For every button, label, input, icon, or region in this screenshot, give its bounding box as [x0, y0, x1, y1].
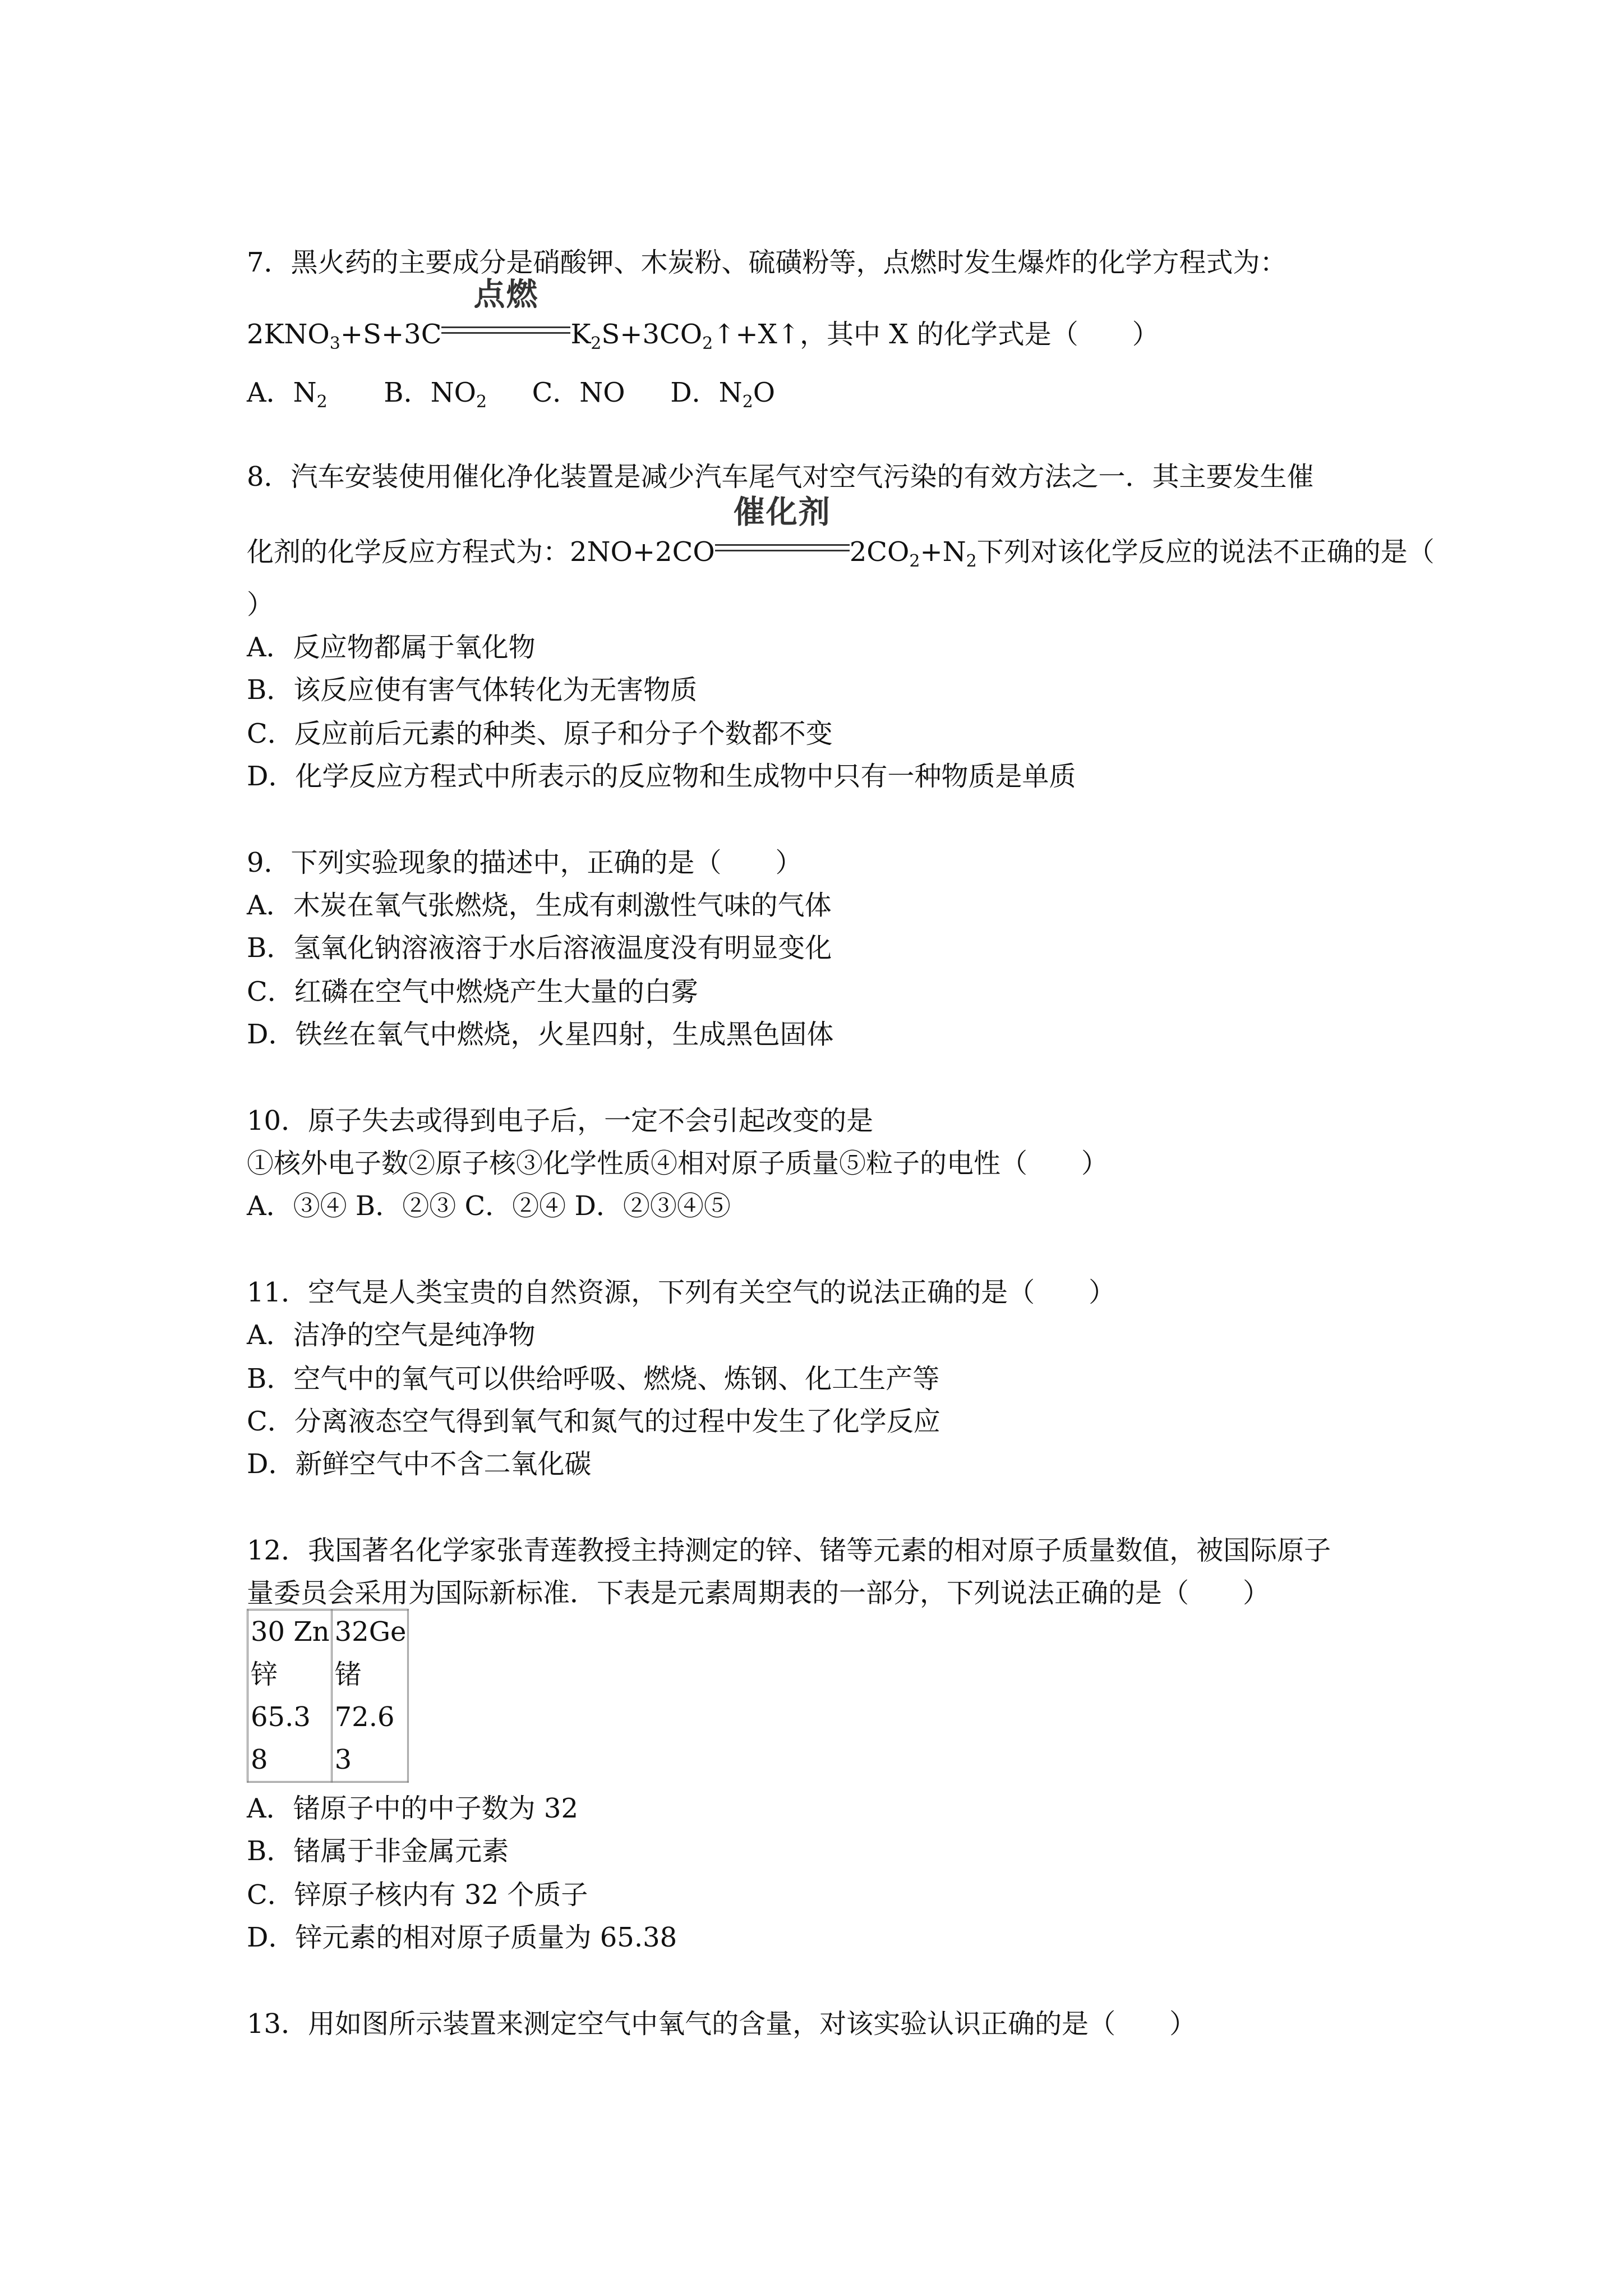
q8-option-c[interactable]: C．反应前后元素的种类、原子和分子个数都不变: [247, 718, 833, 749]
q8-option-a[interactable]: A．反应物都属于氧化物: [247, 632, 536, 663]
q9-option-d[interactable]: D．铁丝在氧气中燃烧，火星四射，生成黑色固体: [247, 1019, 834, 1050]
q8-line2-b-sub: 2: [909, 551, 920, 571]
q11-stem: 11．空气是人类宝贵的自然资源，下列有关空气的说法正确的是（ ）: [247, 1277, 1116, 1308]
germanium-number-symbol: 32Ge: [334, 1616, 407, 1648]
q7-option-b-sub: 2: [476, 392, 487, 412]
germanium-name: 锗: [334, 1659, 362, 1690]
q8-condition-bar: [715, 544, 850, 546]
q7-eq-right-b-sub: 2: [702, 334, 713, 353]
q8-line2-a: 化剂的化学反应方程式为：2NO+2CO: [247, 536, 715, 568]
q8-line3: ）: [247, 589, 274, 620]
zinc-name: 锌: [251, 1659, 278, 1690]
q9-stem: 9．下列实验现象的描述中，正确的是（ ）: [247, 847, 803, 878]
q7-option-d-tail: O: [753, 377, 776, 408]
q7-option-a[interactable]: [247, 377, 328, 412]
q10-stem: 10．原子失去或得到电子后，一定不会引起改变的是: [247, 1105, 874, 1137]
q7-eq-right-a: K: [570, 319, 591, 350]
q7-equation: [247, 277, 1159, 353]
q12-option-c[interactable]: C．锌原子核内有 32 个质子: [247, 1879, 588, 1911]
q10-line2: ①核外电子数②原子核③化学性质④相对原子质量⑤粒子的电性（ ）: [247, 1148, 1109, 1179]
zinc-number-symbol: 30 Zn: [251, 1616, 330, 1648]
q12-line2: 量委员会采用为国际新标准．下表是元素周期表的一部分，下列说法正确的是（ ）: [247, 1577, 1270, 1609]
q7-option-d-sub: 2: [742, 392, 753, 412]
q7-stem: 7．黑火药的主要成分是硝酸钾、木炭粉、硫磺粉等，点燃时发生爆炸的化学方程式为：: [247, 247, 1287, 278]
q7-option-d-text: D．N: [670, 377, 743, 408]
zinc-cell: [248, 1610, 332, 1782]
q12-option-a[interactable]: A．锗原子中的中子数为 32: [247, 1793, 579, 1824]
q7-options: [247, 376, 776, 412]
q7-option-a-text: A．N: [247, 377, 317, 408]
zinc-mass-part1: 65.3: [251, 1701, 311, 1733]
germanium-mass-part2: 3: [334, 1744, 352, 1775]
q10-options[interactable]: A．③④ B．②③ C．②④ D．②③④⑤: [247, 1190, 731, 1222]
zinc-mass-part2: 8: [251, 1744, 268, 1775]
q7-eq-left-a: 2KNO: [247, 319, 330, 350]
q8-option-b[interactable]: B．该反应使有害气体转化为无害物质: [247, 674, 698, 706]
q8-line2-b: 2CO: [849, 536, 910, 568]
table-row: [248, 1610, 408, 1782]
q8-option-d[interactable]: D．化学反应方程式中所表示的反应物和生成物中只有一种物质是单质: [247, 761, 1076, 792]
q7-eq-left-b: +S+3C: [340, 319, 442, 350]
q12-option-b[interactable]: B．锗属于非金属元素: [247, 1835, 509, 1867]
q7-eq-right-a-sub: 2: [591, 334, 602, 353]
q7-option-b-text: B．NO: [384, 377, 476, 408]
q8-equation-line: [247, 494, 1435, 571]
germanium-mass-part1: 72.6: [334, 1701, 395, 1733]
q7-eq-right-c: ↑+X↑，其中 X 的化学式是（ ）: [713, 319, 1159, 350]
q11-option-c[interactable]: C．分离液态空气得到氧气和氮气的过程中发生了化学反应: [247, 1406, 940, 1437]
q8-stem: 8．汽车安装使用催化净化装置是减少汽车尾气对空气污染的有效方法之一．其主要发生催: [247, 461, 1314, 493]
q11-option-b[interactable]: B．空气中的氧气可以供给呼吸、燃烧、炼钢、化工生产等: [247, 1363, 940, 1395]
q7-condition-label: 点燃: [473, 277, 539, 313]
q7-option-c[interactable]: C．NO: [532, 377, 625, 408]
periodic-table-snippet: [247, 1609, 409, 1783]
q11-option-a[interactable]: A．洁净的空气是纯净物: [247, 1319, 536, 1351]
q7-eq-left-a-sub: 3: [329, 334, 340, 353]
q7-condition-bar: [441, 326, 570, 328]
q8-line2-c: +N: [920, 536, 966, 568]
germanium-cell: [331, 1610, 408, 1782]
q13-stem: 13．用如图所示装置来测定空气中氧气的含量，对该实验认识正确的是（ ）: [247, 2008, 1197, 2040]
q7-condition-bar-2: [441, 332, 570, 334]
q7-option-b[interactable]: [384, 377, 487, 412]
q8-line2-d: 下列对该化学反应的说法不正确的是（: [976, 536, 1435, 568]
q9-option-b[interactable]: B．氢氧化钠溶液溶于水后溶液温度没有明显变化: [247, 932, 832, 964]
q8-condition-arrow: [715, 494, 850, 561]
q9-option-c[interactable]: C．红磷在空气中燃烧产生大量的白雾: [247, 976, 698, 1007]
q12-option-d[interactable]: D．锌元素的相对原子质量为 65.38: [247, 1922, 677, 1953]
q8-condition-bar-2: [715, 550, 850, 551]
q11-option-d[interactable]: D．新鲜空气中不含二氧化碳: [247, 1448, 592, 1480]
q7-condition-arrow: [441, 277, 570, 343]
q8-line2-c-sub: 2: [966, 551, 977, 571]
q12-stem: 12．我国著名化学家张青莲教授主持测定的锌、锗等元素的相对原子质量数值，被国际原子: [247, 1535, 1331, 1566]
q7-option-d[interactable]: [670, 377, 776, 412]
q9-option-a[interactable]: A．木炭在氧气张燃烧，生成有刺激性气味的气体: [247, 890, 832, 921]
q7-eq-right-b: S+3CO: [601, 319, 703, 350]
q7-option-a-sub: 2: [316, 392, 328, 412]
q8-condition-label: 催化剂: [733, 494, 831, 531]
